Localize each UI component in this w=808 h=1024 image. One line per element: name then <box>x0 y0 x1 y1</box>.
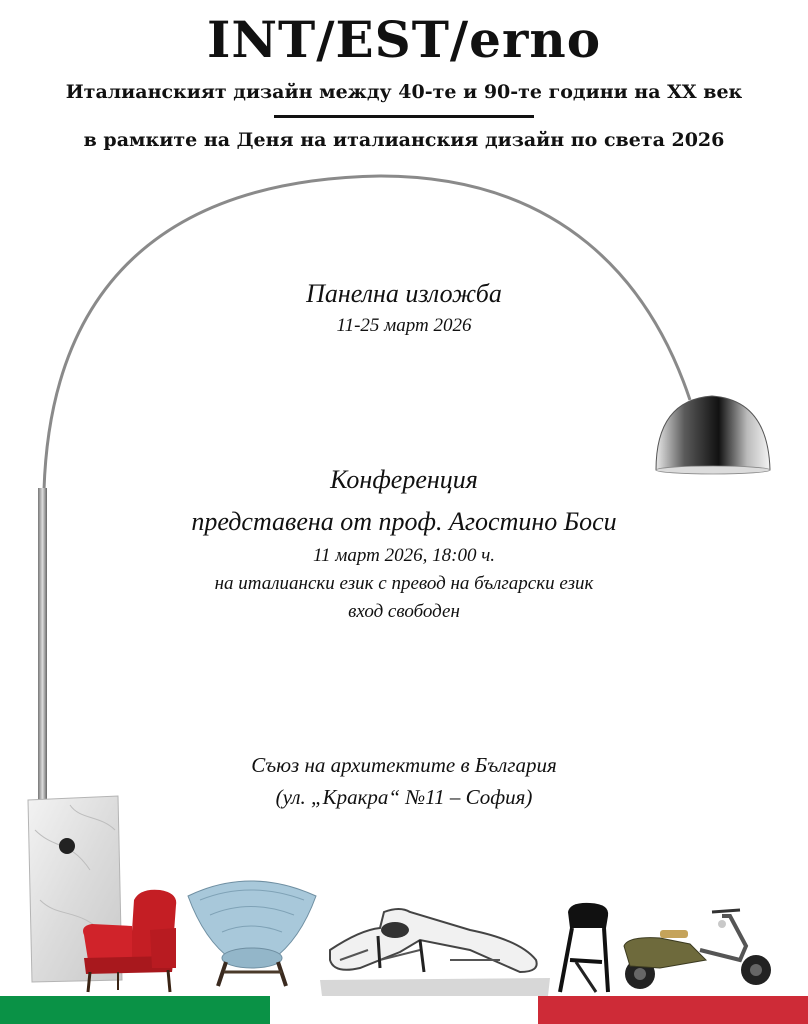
venue-name: Съюз на архитектите в България <box>251 753 557 777</box>
exhibition-dates: 11-25 март 2026 <box>336 315 472 336</box>
title-divider <box>274 115 534 118</box>
conference-datetime: 11 март 2026, 18:00 ч. <box>312 545 496 566</box>
conference-entry: вход свободен <box>348 601 460 622</box>
poster-subtitle: Италианският дизайн между 40-те и 90-те години на XX век <box>65 81 743 103</box>
chaise-longue-sculpture <box>320 909 550 996</box>
blue-quilted-armchair <box>188 881 316 986</box>
flag-stripe-green <box>0 996 270 1024</box>
flag-stripe-white <box>270 996 538 1024</box>
venue-address: (ул. „Кракра“ №11 – София) <box>275 785 533 809</box>
event-context: в рамките на Деня на италианския дизайн по света 2026 <box>83 129 725 151</box>
flag-stripe-red <box>538 996 808 1024</box>
vintage-scooter <box>624 910 771 989</box>
conference-title: Конференция <box>330 465 478 494</box>
conference-presenter: представена от проф. Агостино Боси <box>191 507 617 536</box>
poster-title: INT/EST/erno <box>206 10 602 69</box>
lamp-shade <box>656 396 770 470</box>
conference-language: на италиански език с превод на български език <box>214 573 594 594</box>
base-hole <box>59 838 75 854</box>
black-folding-chair <box>560 903 608 992</box>
exhibition-title: Панелна изложба <box>306 279 502 308</box>
